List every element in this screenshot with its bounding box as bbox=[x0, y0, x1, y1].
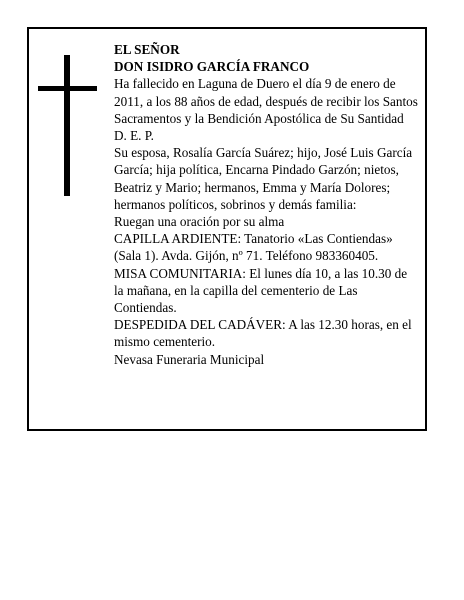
prayer-request: Ruegan una oración por su alma bbox=[114, 214, 285, 230]
obituary-text bbox=[114, 41, 418, 368]
funeral-home: Nevasa Funeraria Municipal bbox=[114, 351, 265, 367]
mass-info: MISA COMUNITARIA: El lunes día 10, a las 10.30 de la mañana, en la capilla del cementerio de Las Contiendas. bbox=[114, 265, 408, 316]
deceased-name: DON ISIDRO GARCÍA FRANCO bbox=[114, 59, 310, 75]
cross-vertical-bar bbox=[64, 55, 70, 196]
farewell-info: DESPEDIDA DEL CADÁVER: A las 12.30 horas, en el mismo cementerio. bbox=[114, 317, 412, 350]
rip-abbreviation: D. E. P. bbox=[114, 128, 154, 144]
chapel-info: CAPILLA ARDIENTE: Tanatorio «Las Contiendas» (Sala 1). Avda. Gijón, nº 71. Teléfono 983360405. bbox=[114, 231, 393, 264]
death-announcement: Ha fallecido en Laguna de Duero el día 9 de enero de 2011, a los 88 años de edad, después de recibir los Santos Sacramentos y la Bendición Apostólica de Su Santidad bbox=[114, 76, 418, 126]
family-list: Su esposa, Rosalía García Suárez; hijo, José Luis García García; hija política, Encarna Pindado Garzón; nietos, Beatriz y Mario; hermanos, Emma y María Dolores; hermanos políticos, sobrinos y demás familia: bbox=[114, 145, 413, 212]
title-honorific: EL SEÑOR bbox=[114, 42, 180, 57]
cross-horizontal-bar bbox=[38, 86, 97, 91]
